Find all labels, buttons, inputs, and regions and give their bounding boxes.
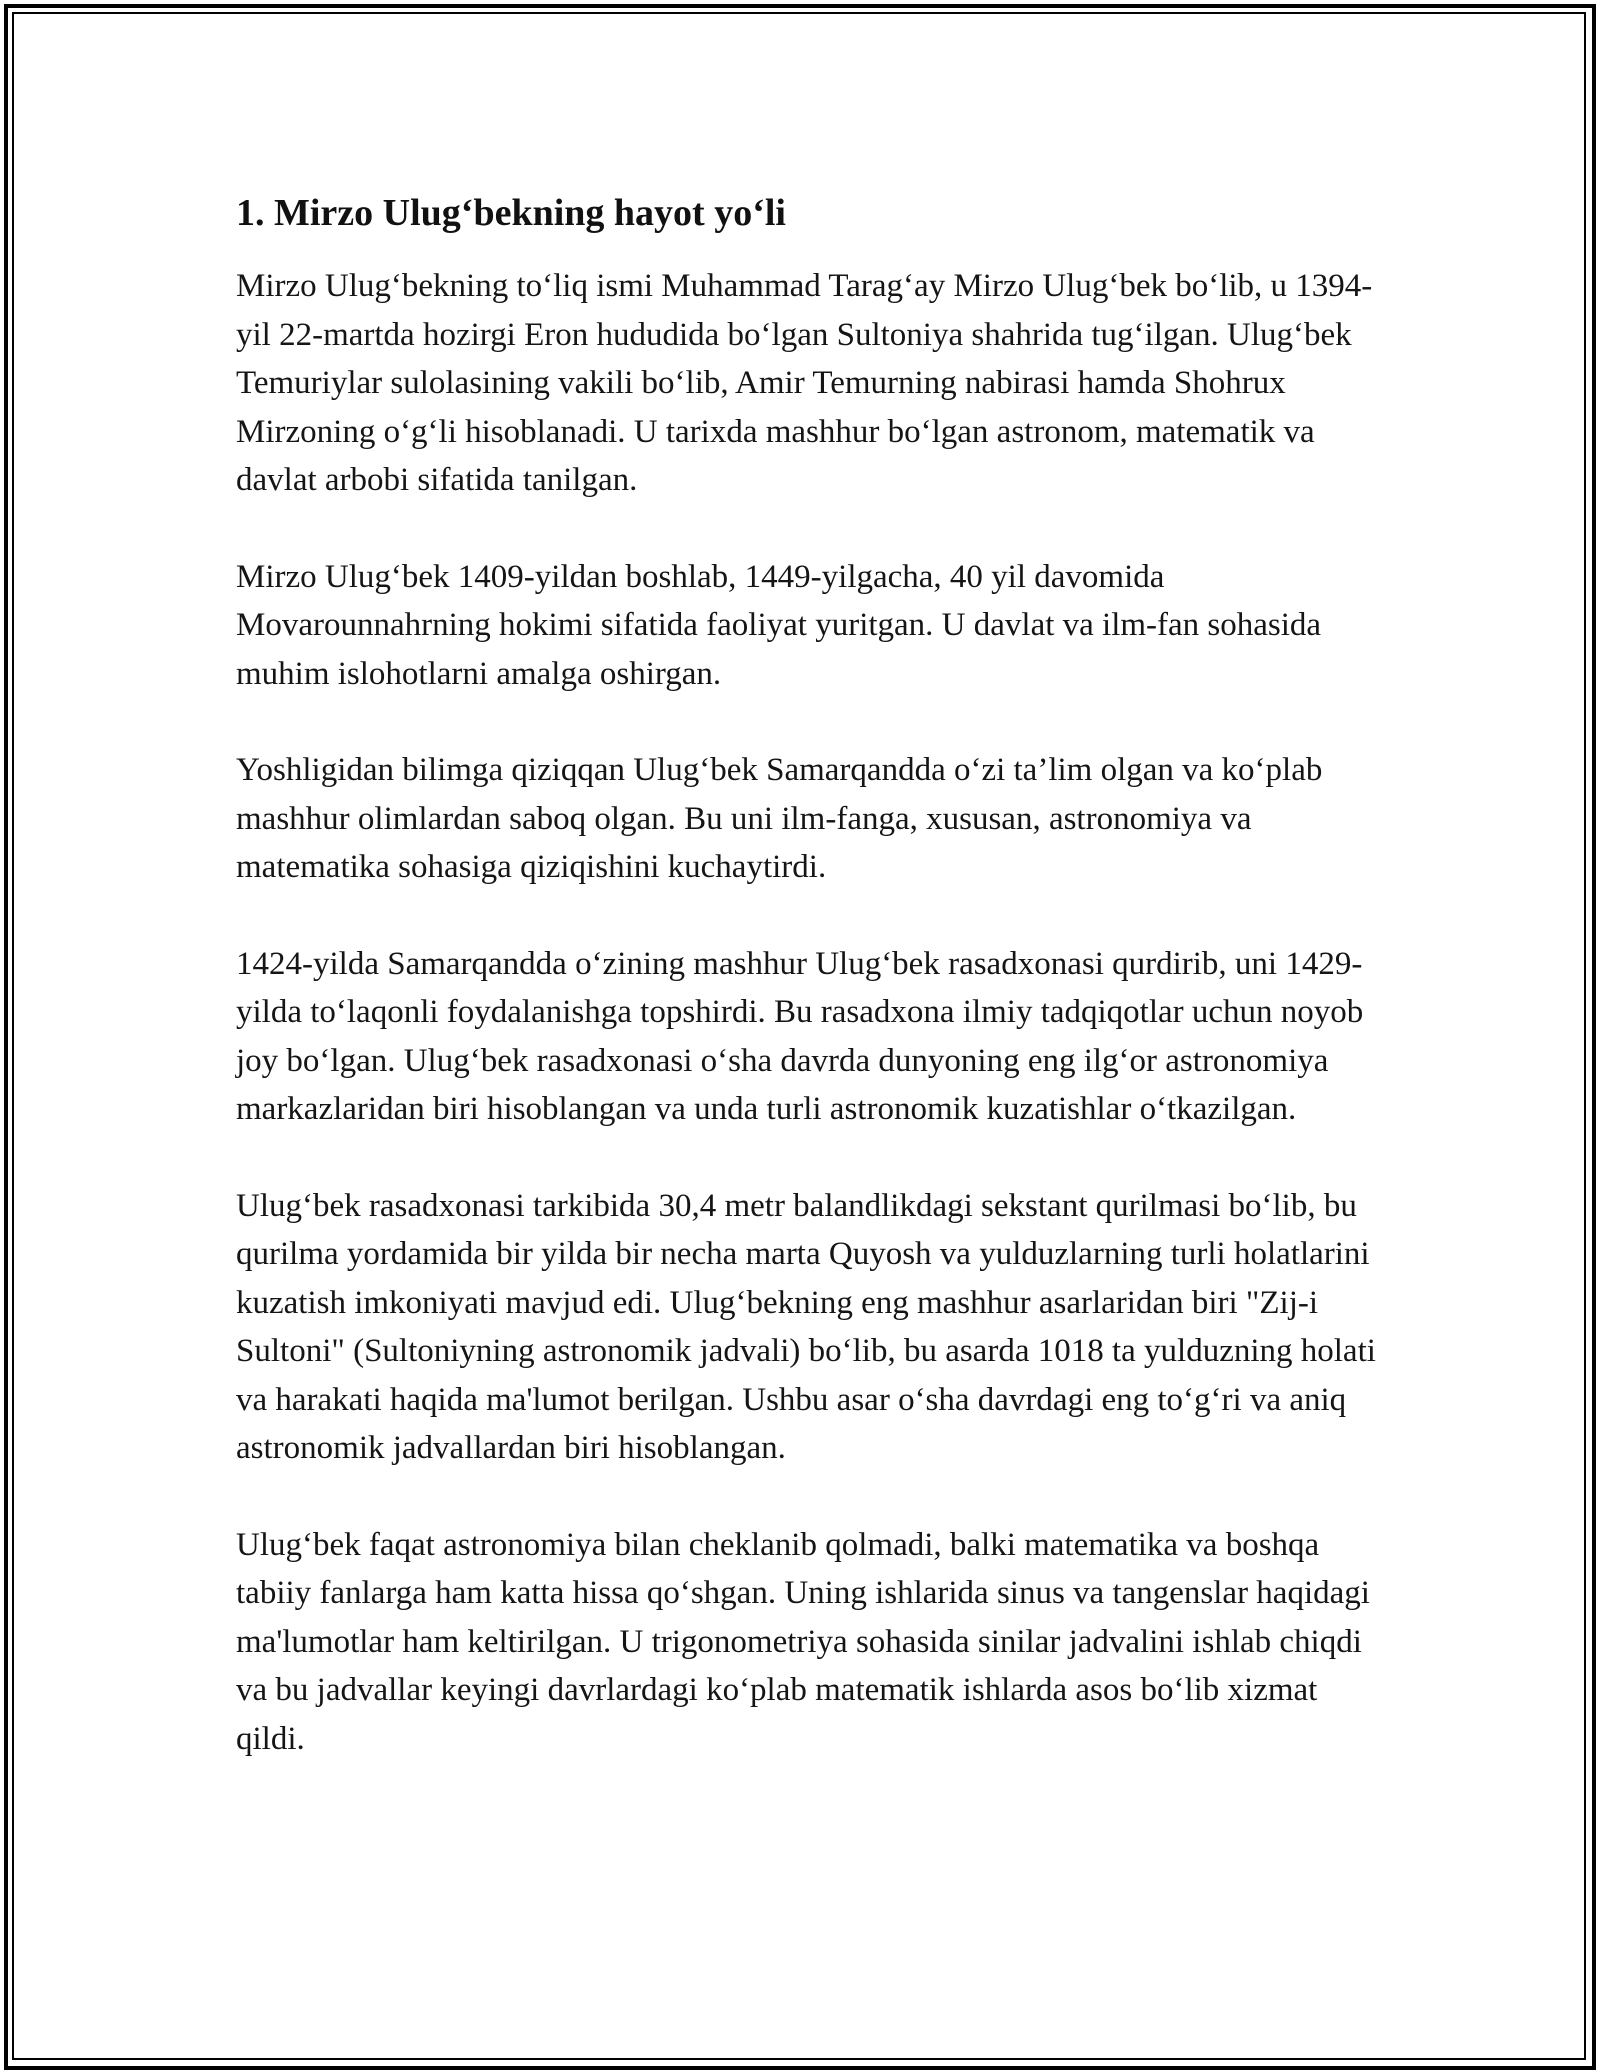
- paragraph-4: 1424-yilda Samarqandda o‘zining mashhur Ulug‘bek rasadxonasi qurdirib, uni 1429-yilda to‘laqonli foydalanishga topshirdi. Bu rasadxona ilmiy tadqiqotlar uchun noyob joy bo‘lgan. Ulug‘bek rasadxonasi o‘sha davrda dunyoning eng ilg‘or astronomiya markazlaridan biri hisoblangan va unda turli astronomik kuzatishlar o‘tkazilgan.: [236, 945, 1364, 1127]
- document-body: [236, 188, 1376, 1763]
- paragraph-1: Mirzo Ulug‘bekning to‘liq ismi Muhammad Tarag‘ay Mirzo Ulug‘bek bo‘lib, u 1394-yil 22-martda hozirgi Eron hududida bo‘lgan Sultoniya shahrida tug‘ilgan. Ulug‘bek Temuriylar sulolasining vakili bo‘lib, Amir Temurning nabirasi hamda Shohrux Mirzoning o‘g‘li hisoblanadi. U tarixda mashhur bo‘lgan astronom, matematik va davlat arbobi sifatida tanilgan.: [236, 268, 1373, 498]
- paragraph-5: Ulug‘bek rasadxonasi tarkibida 30,4 metr balandlikdagi sekstant qurilmasi bo‘lib, bu qurilma yordamida bir yilda bir necha marta Quyosh va yulduzlarning turli holatlarini kuzatish imkoniyati mavjud edi. Ulug‘bekning eng mashhur asarlaridan biri "Zij-i Sultoni" (Sultoniyning astronomik jadvali) bo‘lib, bu asarda 1018 ta yulduzning holati va harakati haqida ma'lumot berilgan. Ushbu asar o‘sha davrdagi eng to‘g‘ri va aniq astronomik jadvallardan biri hisoblangan.: [236, 1187, 1376, 1466]
- section-heading: 1. Mirzo Ulug‘bekning hayot yo‘li: [236, 192, 786, 234]
- paragraph-2: Mirzo Ulug‘bek 1409-yildan boshlab, 1449-yilgacha, 40 yil davomida Movarounnahrning hokimi sifatida faoliyat yuritgan. U davlat va ilm-fan sohasida muhim islohotlarni amalga oshirgan.: [236, 558, 1322, 692]
- paragraph-6: Ulug‘bek faqat astronomiya bilan cheklanib qolmadi, balki matematika va boshqa tabiiy fanlarga ham katta hissa qo‘shgan. Uning ishlarida sinus va tangenslar haqidagi ma'lumotlar ham keltirilgan. U trigonometriya sohasida sinilar jadvalini ishlab chiqdi va bu jadvallar keyingi davrlardagi ko‘plab matematik ishlarda asos bo‘lib xizmat qildi.: [236, 1526, 1370, 1757]
- paragraph-3: Yoshligidan bilimga qiziqqan Ulug‘bek Samarqandda o‘zi ta’lim olgan va ko‘plab mashhur olimlardan saboq olgan. Bu uni ilm-fanga, xususan, astronomiya va matematika sohasiga qiziqishini kuchaytirdi.: [236, 752, 1323, 885]
